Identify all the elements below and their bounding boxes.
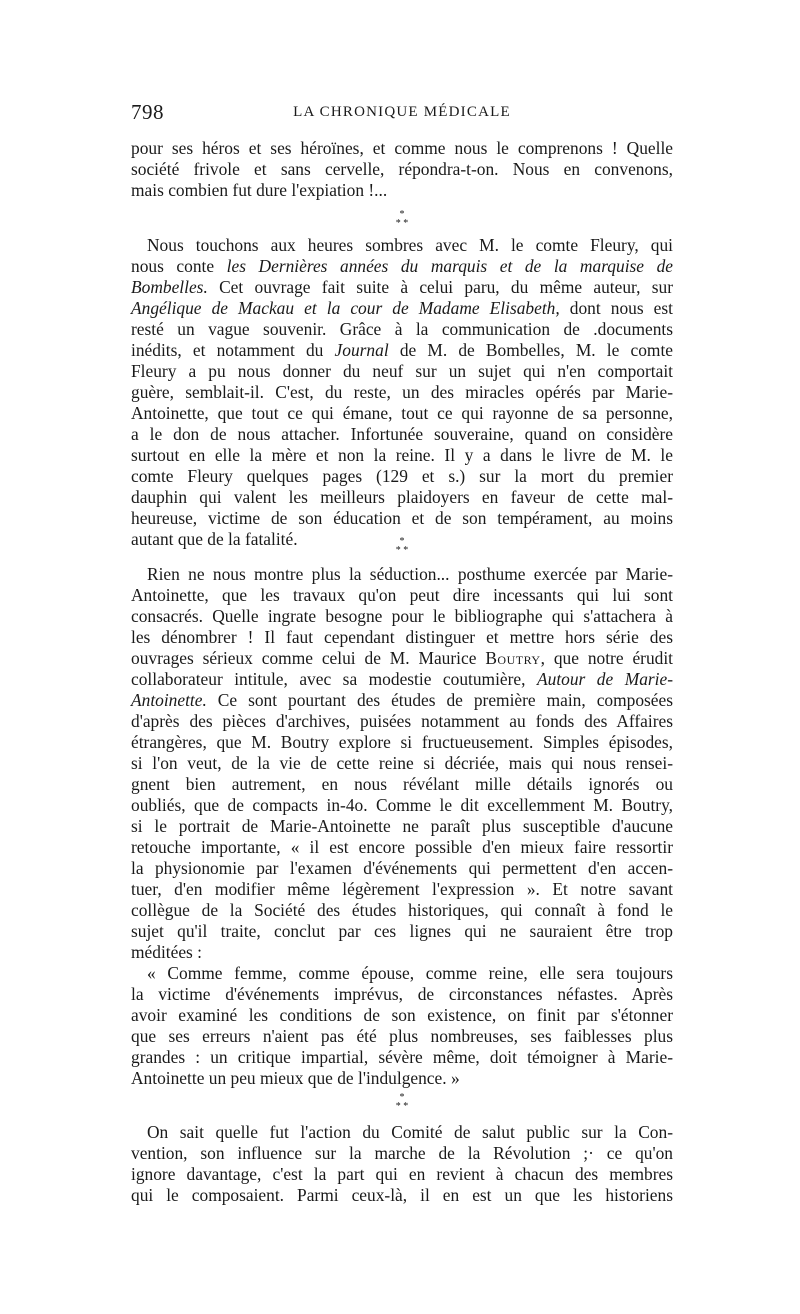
text-line: a le don de nous attacher. Infortunée souveraine, quand on considère: [131, 424, 673, 444]
text-line: d'après des pièces d'archives, puisées notamment au fonds des Affaires: [131, 711, 673, 731]
text-line: vention, son influence sur la marche de la Révolution ;· ce qu'on: [131, 1143, 673, 1163]
quote-line: avoir examiné les conditions de son existence, on finit par s'étonner: [131, 1005, 673, 1025]
text-line: mais combien fut dure l'expiation !...: [131, 180, 388, 200]
quote-line: grandes : un critique impartial, sévère même, doit témoigner à Marie-: [131, 1047, 673, 1067]
text-line: Fleury a pu nous donner du neuf sur un sujet qui n'en comportait: [131, 361, 673, 381]
text-line: Nous touchons aux heures sombres avec M. le comte Fleury, qui: [147, 235, 673, 255]
text-line: étrangères, que M. Boutry explore si fructueusement. Simples épisodes,: [131, 732, 673, 752]
quote-line: « Comme femme, comme épouse, comme reine, elle sera toujours: [147, 963, 673, 983]
book-title: Bombelles.: [131, 277, 208, 297]
running-head: [131, 100, 673, 126]
asterism-star: *: [399, 1092, 405, 1103]
text-run: nous conte: [131, 256, 227, 276]
journal-name: Journal: [334, 340, 389, 360]
asterism-star: *: [399, 209, 405, 220]
text-line: resté un vague souvenir. Grâce à la communication de .documents: [131, 319, 673, 339]
text-line: [131, 277, 673, 297]
section-asterism: [390, 210, 414, 232]
text-line: [131, 298, 673, 318]
text-line: [131, 256, 673, 276]
text-line: comte Fleury quelques pages (129 et s.) sur la mort du premier: [131, 466, 673, 486]
text-run: Ce sont pourtant des études de première main, composées: [206, 690, 673, 710]
text-run: , que notre érudit: [540, 648, 674, 668]
text-line: collègue de la Société des études historiques, qui connaît à fond le: [131, 900, 673, 920]
text-line: les dénombrer ! Il faut cependant distinguer et mettre hors série des: [131, 627, 673, 647]
text-run: inédits, et notamment du: [131, 340, 335, 360]
asterism-pair: * *: [395, 1101, 409, 1112]
text-line: surtout en elle la mère et non la reine. Il y a dans le livre de M. le: [131, 445, 673, 465]
section-asterism: [390, 537, 414, 559]
book-title: les Dernières années du marquis et de la marquise de: [226, 256, 673, 276]
text-line: heureuse, victime de son éducation et de son tempérament, au moins: [131, 508, 673, 528]
text-line: sujet qu'il traite, conclut par ces lignes qui ne sauraient être trop: [131, 921, 673, 941]
text-line: guère, semblait-il. C'est, du reste, un des miracles opérés par Marie-: [131, 382, 673, 402]
text-run: de M. de Bombelles, M. le comte: [388, 340, 673, 360]
asterism-pair: * *: [395, 545, 409, 556]
journal-title: LA CHRONIQUE MÉDICALE: [293, 104, 511, 120]
text-line: [131, 340, 673, 360]
asterism-pair: * *: [395, 218, 409, 229]
book-title: Autour de Marie-: [537, 669, 673, 689]
text-line: Antoinette, que tout ce qui émane, tout ce qui rayonne de sa personne,: [131, 403, 673, 423]
text-run: Cet ouvrage fait suite à celui paru, du même auteur, sur: [207, 277, 673, 297]
text-line: autant que de la fatalité.: [131, 529, 298, 549]
quote-line: la victime d'événements imprévus, de circonstances néfastes. Après: [131, 984, 673, 1004]
text-run: dont nous est: [559, 298, 674, 318]
quote-line: que ses erreurs n'aient pas été plus nombreuses, ses faiblesses plus: [131, 1026, 673, 1046]
text-line: [131, 690, 673, 710]
text-line: On sait quelle fut l'action du Comité de salut public sur la Con-: [147, 1122, 673, 1142]
text-line: consacrés. Quelle ingrate besogne pour le bibliographe qui s'attachera à: [131, 606, 673, 626]
text-run: collaborateur intitule, avec sa modestie coutumière,: [131, 669, 537, 689]
page-number: 798: [131, 100, 164, 124]
text-line: ignore davantage, c'est la part qui en revient à chacun des membres: [131, 1164, 673, 1184]
text-line: gnent bien autrement, en nous révélant mille détails ignorés ou: [131, 774, 673, 794]
text-run: ouvrages sérieux comme celui de M. Maurice: [131, 648, 486, 668]
text-line: dauphin qui valent les meilleurs plaidoyers en faveur de cette mal-: [131, 487, 673, 507]
text-line: si le portrait de Marie-Antoinette ne paraît plus susceptible d'aucune: [131, 816, 673, 836]
text-line: pour ses héros et ses héroïnes, et comme nous le comprenons ! Quelle: [131, 138, 673, 158]
text-line: [131, 648, 673, 668]
text-line: méditées :: [131, 942, 202, 962]
text-line: retouche importante, « il est encore possible d'en mieux faire ressortir: [131, 837, 673, 857]
text-line: [131, 669, 673, 689]
book-title: Antoinette.: [131, 690, 207, 710]
text-line: si l'on veut, de la vie de cette reine si décriée, mais qui nous rensei-: [131, 753, 673, 773]
author-surname: Boutry: [485, 648, 541, 668]
text-line: tuer, d'en modifier même légèrement l'expression ». Et notre savant: [131, 879, 673, 899]
text-line: la physionomie par l'examen d'événements qui permettent d'en accen-: [131, 858, 673, 878]
quote-line: Antoinette un peu mieux que de l'indulgence. »: [131, 1068, 460, 1088]
text-line: société frivole et sans cervelle, répondra-t-on. Nous en convenons,: [131, 159, 673, 179]
text-line: qui le composaient. Parmi ceux-là, il en est un que les historiens: [131, 1185, 673, 1205]
text-line: Antoinette, que les travaux qu'on peut dire incessants qui lui sont: [131, 585, 673, 605]
text-line: oubliés, que de compacts in-4o. Comme le dit excellemment M. Boutry,: [131, 795, 673, 815]
text-line: Rien ne nous montre plus la séduction... posthume exercée par Marie-: [147, 564, 673, 584]
section-asterism: [390, 1093, 414, 1115]
asterism-star: *: [399, 536, 405, 547]
book-title: Angélique de Mackau et la cour de Madame Elisabeth,: [131, 298, 560, 318]
